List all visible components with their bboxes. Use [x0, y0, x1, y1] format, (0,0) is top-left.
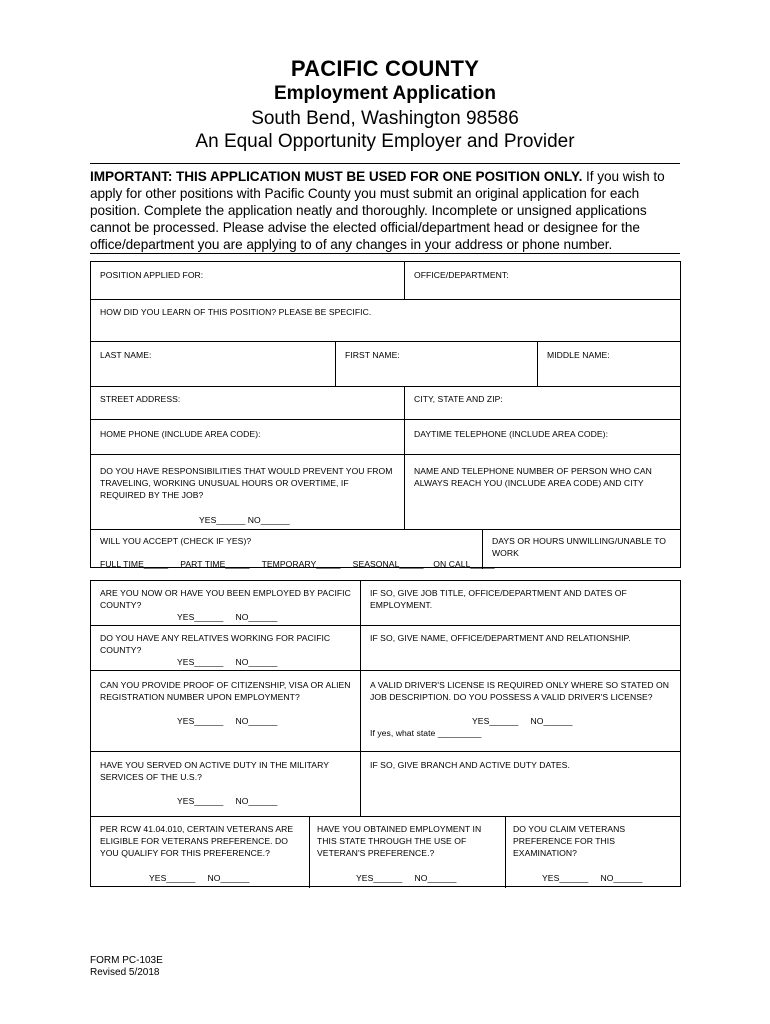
background-section — [90, 580, 681, 887]
divider — [91, 529, 680, 530]
relatives-question: DO YOU HAVE ANY RELATIVES WORKING FOR PACIFIC COUNTY? — [100, 633, 331, 655]
citizenship-yes-no[interactable]: YES______ NO______ — [177, 716, 278, 726]
middle-name-field[interactable]: MIDDLE NAME: — [547, 350, 610, 360]
divider — [91, 625, 680, 626]
employed-question: ARE YOU NOW OR HAVE YOU BEEN EMPLOYED BY PACIFIC COUNTY? — [100, 588, 351, 610]
divider — [309, 816, 310, 888]
first-name-field[interactable]: FIRST NAME: — [345, 350, 400, 360]
relatives-details-field[interactable]: IF SO, GIVE NAME, OFFICE/DEPARTMENT AND RELATIONSHIP. — [370, 633, 631, 643]
divider — [91, 386, 680, 387]
veterans-obtained-question: HAVE YOU OBTAINED EMPLOYMENT IN THIS STATE THROUGH THE USE OF VETERAN'S PREFERENCE.? — [317, 824, 482, 858]
divider — [91, 454, 680, 455]
will-accept-question: WILL YOU ACCEPT (CHECK IF YES)? — [100, 536, 252, 546]
divider — [91, 299, 680, 300]
applicant-info-section — [90, 261, 681, 568]
divider — [91, 341, 680, 342]
veterans-obtained-yes-no[interactable]: YES______ NO______ — [356, 873, 457, 883]
office-department-field[interactable]: OFFICE/DEPARTMENT: — [414, 270, 509, 280]
divider — [505, 816, 506, 888]
notice-rule — [90, 253, 680, 254]
license-yes-no[interactable]: YES______ NO______ — [472, 716, 573, 726]
veterans-rcw-question: PER RCW 41.04.010, CERTAIN VETERANS ARE ELIGIBLE FOR VETERANS PREFERENCE. DO YOU QUALIFY FOR THIS PREFERENCE.? — [100, 824, 294, 858]
days-unwilling-field[interactable]: DAYS OR HOURS UNWILLING/UNABLE TO WORK — [492, 536, 667, 558]
notice-body: If you wish to apply for other positions with Pacific County you must submit an original application for each position. Complete the application neatly and thoroughly. Incomplete or unsigned applications cannot be processed. Please advise the elected official/department head or designee for the office/department you are applying to of any changes in your address or phone number. — [90, 169, 665, 252]
form-code: FORM PC-103E — [90, 955, 163, 966]
divider — [335, 341, 336, 386]
last-name-field[interactable]: LAST NAME: — [100, 350, 152, 360]
veterans-rcw-yes-no[interactable]: YES______ NO______ — [149, 873, 250, 883]
eeo-statement: An Equal Opportunity Employer and Provider — [195, 131, 575, 152]
divider — [537, 341, 538, 386]
military-yes-no[interactable]: YES______ NO______ — [177, 796, 278, 806]
divider — [404, 262, 405, 299]
street-address-field[interactable]: STREET ADDRESS: — [100, 394, 181, 404]
position-applied-field[interactable]: POSITION APPLIED FOR: — [100, 270, 204, 280]
divider — [91, 751, 680, 752]
relatives-yes-no[interactable]: YES______ NO______ — [177, 657, 278, 667]
home-phone-field[interactable]: HOME PHONE (INCLUDE AREA CODE): — [100, 429, 261, 439]
responsibilities-yes-no[interactable]: YES______ NO______ — [199, 515, 290, 525]
contact-person-field[interactable]: NAME AND TELEPHONE NUMBER OF PERSON WHO CAN ALWAYS REACH YOU (INCLUDE AREA CODE) AND CITY — [414, 466, 652, 488]
how-learn-field[interactable]: HOW DID YOU LEARN OF THIS POSITION? PLEASE BE SPECIFIC. — [100, 307, 372, 317]
notice-bold: IMPORTANT: THIS APPLICATION MUST BE USED FOR ONE POSITION ONLY. — [90, 169, 583, 184]
responsibilities-question: DO YOU HAVE RESPONSIBILITIES THAT WOULD PREVENT YOU FROM TRAVELING, WORKING UNUSUAL HOURS OR OVERTIME, IF REQUIRED BY THE JOB? — [100, 466, 393, 500]
citizenship-question: CAN YOU PROVIDE PROOF OF CITIZENSHIP, VISA OR ALIEN REGISTRATION NUMBER UPON EMPLOYMENT? — [100, 680, 351, 702]
city-state-zip-field[interactable]: CITY, STATE AND ZIP: — [414, 394, 503, 404]
divider — [404, 386, 405, 529]
license-state-field[interactable]: If yes, what state _________ — [370, 728, 482, 738]
important-notice — [90, 168, 682, 253]
employed-yes-no[interactable]: YES______ NO______ — [177, 612, 278, 622]
form-title: Employment Application — [273, 83, 497, 104]
county-title: PACIFIC COUNTY — [290, 56, 480, 81]
military-question: HAVE YOU SERVED ON ACTIVE DUTY IN THE MILITARY SERVICES OF THE U.S.? — [100, 760, 329, 782]
revision-date: Revised 5/2018 — [90, 967, 160, 978]
accept-options[interactable]: FULL TIME_____ PART TIME_____ TEMPORARY_____ SEASONAL_____ ON CALL_____ — [100, 559, 495, 569]
divider — [360, 581, 361, 816]
divider — [91, 816, 680, 817]
daytime-phone-field[interactable]: DAYTIME TELEPHONE (INCLUDE AREA CODE): — [414, 429, 609, 439]
veterans-claim-yes-no[interactable]: YES______ NO______ — [542, 873, 643, 883]
military-details-field[interactable]: IF SO, GIVE BRANCH AND ACTIVE DUTY DATES. — [370, 760, 570, 770]
form-footer — [90, 955, 163, 979]
employed-details-field[interactable]: IF SO, GIVE JOB TITLE, OFFICE/DEPARTMENT AND DATES OF EMPLOYMENT. — [370, 588, 627, 610]
location-line: South Bend, Washington 98586 — [251, 108, 519, 129]
top-rule — [90, 163, 680, 164]
veterans-claim-question: DO YOU CLAIM VETERANS PREFERENCE FOR THIS EXAMINATION? — [513, 824, 626, 858]
license-question: A VALID DRIVER'S LICENSE IS REQUIRED ONLY WHERE SO STATED ON JOB DESCRIPTION. DO YOU POSSESS A VALID DRIVER'S LICENSE? — [370, 680, 669, 702]
divider — [91, 419, 680, 420]
divider — [91, 670, 680, 671]
